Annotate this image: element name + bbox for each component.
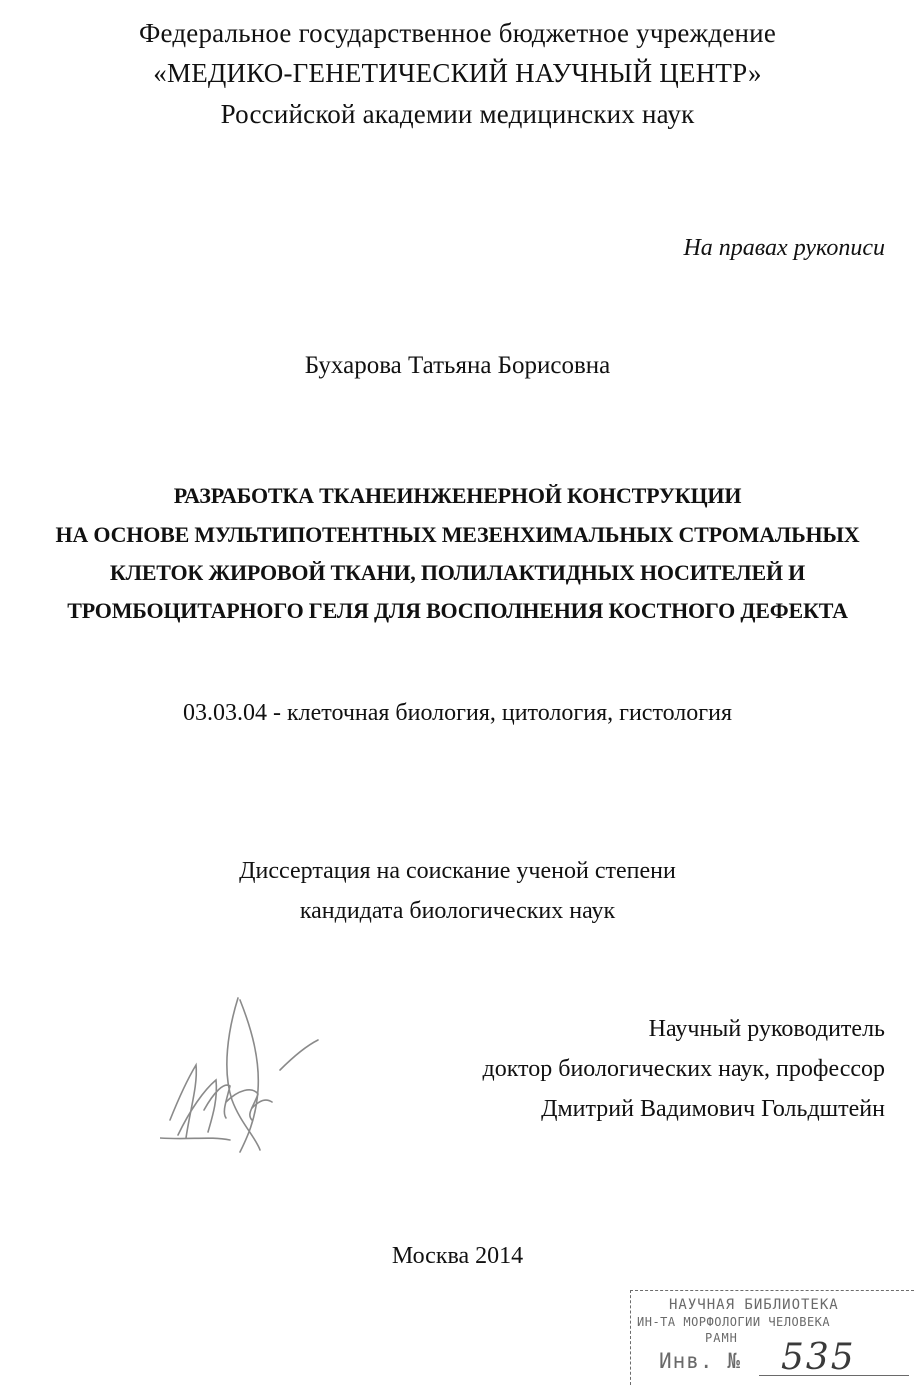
library-stamp: [630, 1290, 914, 1385]
stamp-line-2: ИН-ТА МОРФОЛОГИИ ЧЕЛОВЕКА: [637, 1315, 831, 1329]
author-name: Бухарова Татьяна Борисовна: [304, 352, 611, 379]
supervisor-name: Дмитрий Вадимович Гольдштейн: [541, 1096, 885, 1122]
header-line-3: Российской академии медицинских наук: [220, 99, 695, 129]
stamp-inv-label: Инв. №: [659, 1349, 741, 1373]
supervisor-degree: доктор биологических наук, профессор: [482, 1056, 885, 1082]
signature: [160, 990, 330, 1160]
header-line-1: Федеральное государственное бюджетное учреждение: [138, 18, 777, 48]
header-line-2: «МЕДИКО-ГЕНЕТИЧЕСКИЙ НАУЧНЫЙ ЦЕНТР»: [153, 58, 762, 88]
city-year: Москва 2014: [391, 1243, 524, 1269]
dissertation-line-1: Диссертация на соискание ученой степени: [239, 858, 676, 884]
stamp-line-1: НАУЧНАЯ БИБЛИОТЕКА: [669, 1297, 839, 1313]
supervisor-label: Научный руководитель: [648, 1016, 885, 1042]
stamp-line-3: РАМН: [705, 1331, 738, 1345]
specialty-code: 03.03.04 - клеточная биология, цитология, гистология: [182, 700, 733, 726]
title-line-4: ТРОМБОЦИТАРНОГО ГЕЛЯ ДЛЯ ВОСПОЛНЕНИЯ КОСТНОГО ДЕФЕКТА: [67, 598, 848, 623]
title-line-1: РАЗРАБОТКА ТКАНЕИНЖЕНЕРНОЙ КОНСТРУКЦИИ: [173, 483, 742, 508]
stamp-inv-number: 535: [781, 1337, 856, 1378]
title-line-3: КЛЕТОК ЖИРОВОЙ ТКАНИ, ПОЛИЛАКТИДНЫХ НОСИТЕЛЕЙ И: [109, 560, 806, 585]
stamp-underline: [759, 1375, 909, 1376]
manuscript-note: На правах рукописи: [683, 235, 885, 261]
title-line-2: НА ОСНОВЕ МУЛЬТИПОТЕНТНЫХ МЕЗЕНХИМАЛЬНЫХ СТРОМАЛЬНЫХ: [55, 522, 860, 547]
dissertation-line-2: кандидата биологических наук: [299, 898, 616, 924]
